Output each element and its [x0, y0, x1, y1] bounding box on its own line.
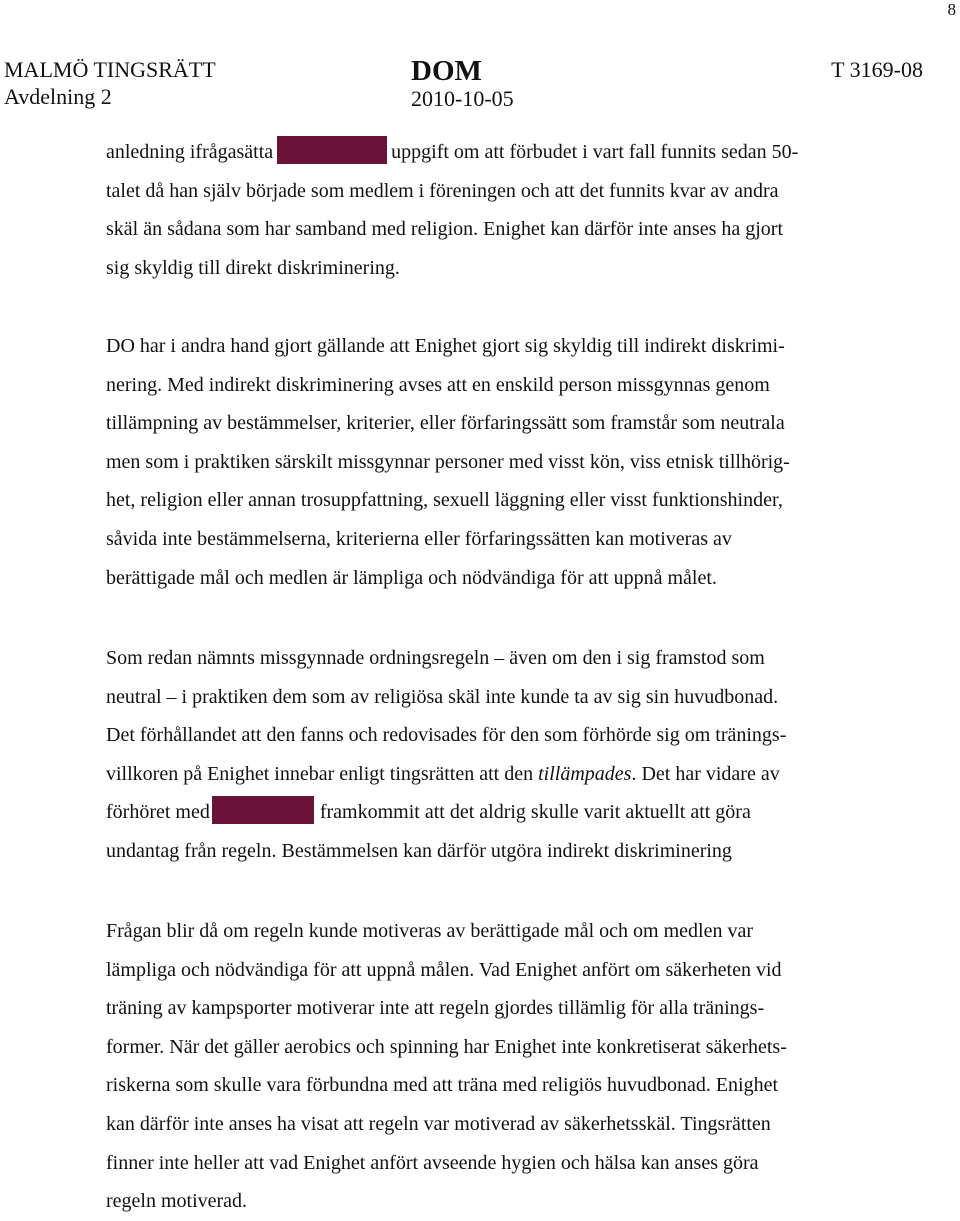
document-type: DOM [411, 55, 482, 87]
text-line: förhöret med framkommit att det aldrig skulle varit aktuellt att göra [106, 793, 878, 832]
paragraph-1 [106, 133, 878, 287]
text-line: såvida inte bestämmelserna, kriterierna eller förfaringssätten kan motiveras av [106, 527, 732, 550]
text-line: talet då han själv började som medlem i föreningen och att det funnits kvar av andra [106, 179, 779, 202]
court-name: MALMÖ TINGSRÄTT [4, 57, 216, 82]
redaction-block [212, 796, 314, 824]
text-line: het, religion eller annan trosuppfattning, sexuell läggning eller visst funktionshinder, [106, 489, 783, 512]
text-line: berättigade mål och medlen är lämpliga och nödvändiga för att uppnå målet. [106, 566, 717, 589]
court-division: Avdelning 2 [4, 84, 112, 109]
text-line: neutral – i praktiken dem som av religiösa skäl inte kunde ta av sig sin huvudbonad. [106, 685, 779, 708]
text-line: regeln motiverad. [106, 1190, 248, 1213]
text-line: skäl än sådana som har samband med religion. Enighet kan därför inte anses ha gjort [106, 218, 784, 241]
text-line: nering. Med indirekt diskriminering avses att en enskild person missgynnas genom [106, 373, 770, 396]
text-line: anledning ifrågasätta uppgift om att förbudet i vart fall funnits sedan 50- [106, 133, 878, 172]
emphasis: tillämpades [538, 762, 632, 785]
text-line: träning av kampsporter motiverar inte att regeln gjordes tillämlig för alla tränings- [106, 997, 765, 1020]
document-date: 2010-10-05 [411, 86, 514, 111]
paragraph-3 [106, 639, 878, 871]
text-line: men som i praktiken särskilt missgynnar personer med visst kön, viss etnisk tillhörig- [106, 450, 790, 473]
text-line: undantag från regeln. Bestämmelsen kan därför utgöra indirekt diskriminering [106, 839, 732, 862]
text-line: lämpliga och nödvändiga för att uppnå målen. Vad Enighet anfört om säkerheten vid [106, 958, 782, 981]
text-line: Frågan blir då om regeln kunde motiveras av berättigade mål och om medlen var [106, 920, 754, 942]
text-line: finner inte heller att vad Enighet anfört avseende hygien och hälsa kan anses göra [106, 1151, 759, 1174]
text-line: DO har i andra hand gjort gällande att Enighet gjort sig skyldig till indirekt diskrimi- [106, 335, 785, 357]
page-number: 8 [947, 0, 956, 19]
redaction-block [277, 136, 387, 164]
case-number: T 3169-08 [831, 57, 923, 82]
text-line: Som redan nämnts missgynnade ordningsregeln – även om den i sig framstod som [106, 647, 765, 669]
text-line: sig skyldig till direkt diskriminering. [106, 256, 400, 279]
paragraph-2 [106, 327, 878, 597]
text-line: former. När det gäller aerobics och spinning har Enighet inte konkretiserat säkerhets- [106, 1035, 787, 1058]
paragraph-4 [106, 912, 878, 1221]
text-line: villkoren på Enighet innebar enligt tingsrätten att den tillämpades. Det har vidare av [106, 762, 780, 785]
text-line: riskerna som skulle vara förbundna med att träna med religiös huvudbonad. Enighet [106, 1074, 779, 1097]
text-line: kan därför inte anses ha visat att regeln var motiverad av säkerhetsskäl. Tingsrätten [106, 1112, 771, 1135]
text-line: Det förhållandet att den fanns och redovisades för den som förhörde sig om tränings- [106, 724, 787, 747]
text-line: tillämpning av bestämmelser, kriterier, eller förfaringssätt som framstår som neutrala [106, 412, 785, 435]
